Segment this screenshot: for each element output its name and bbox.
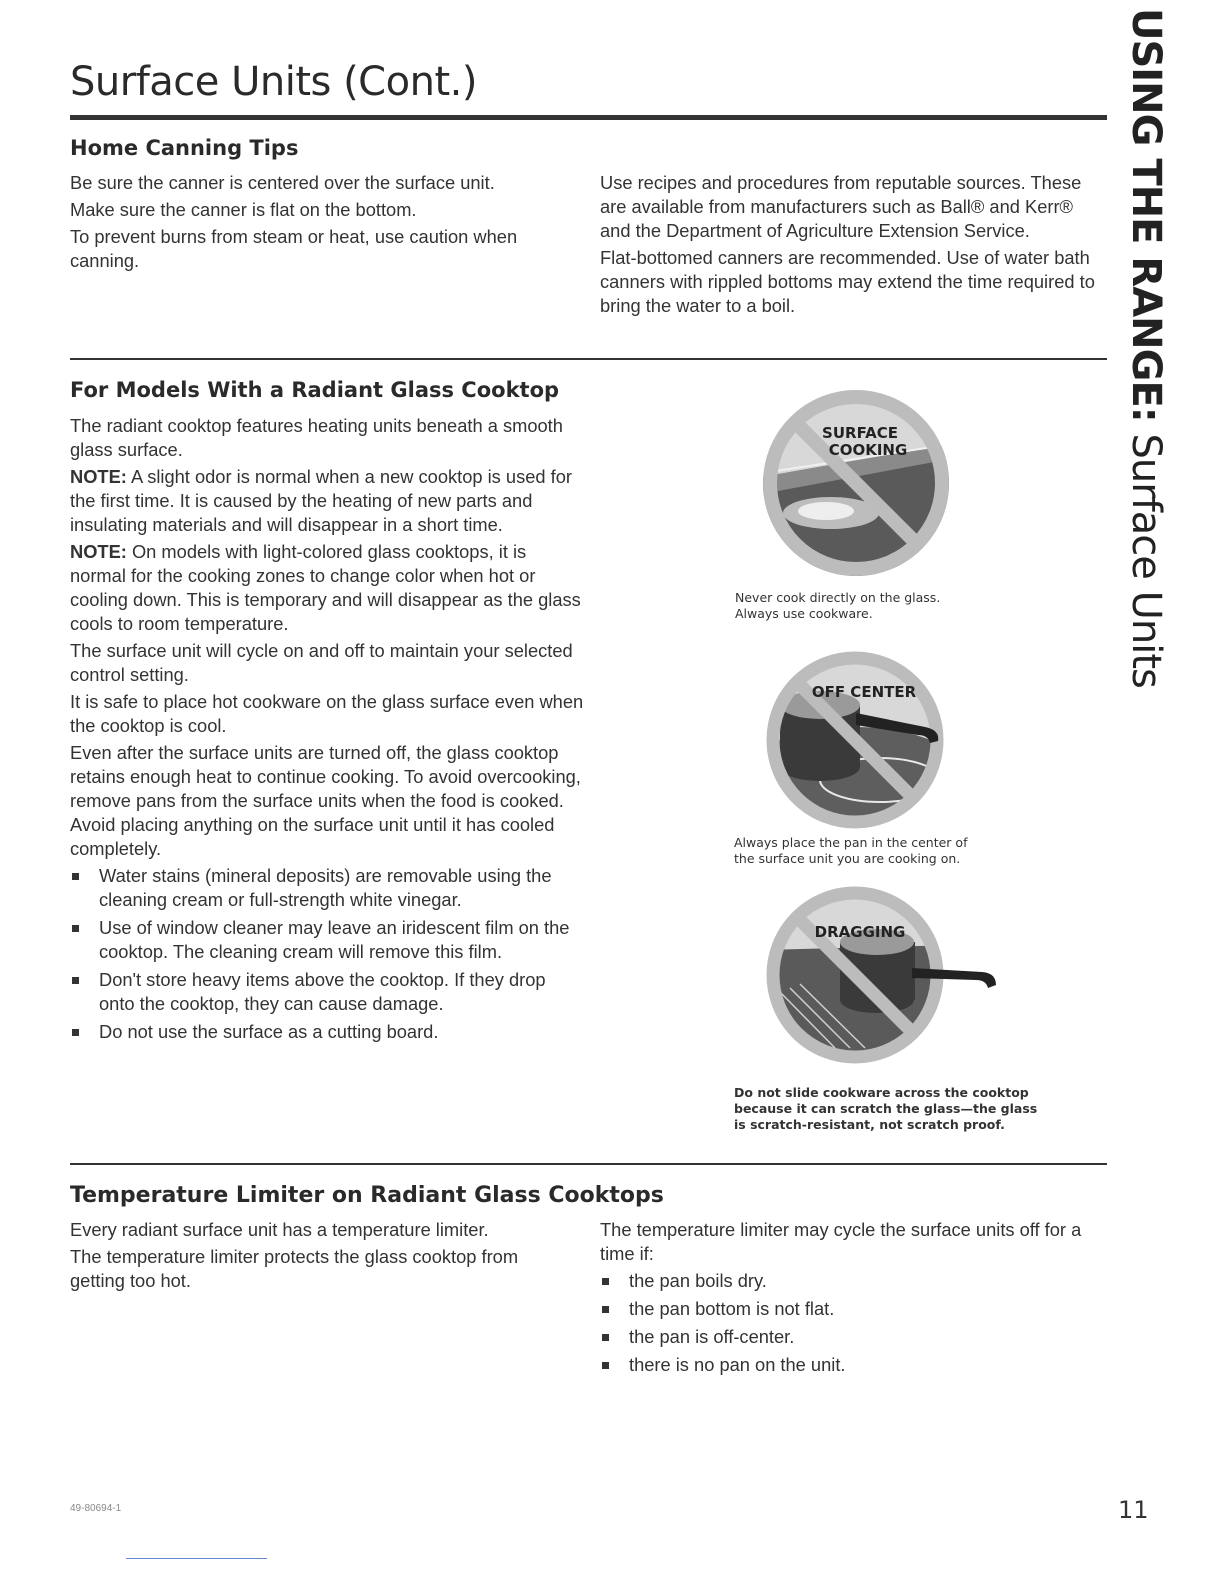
off-center-prohibited-icon (760, 645, 960, 835)
list-item-text: the pan is off-center. (629, 1326, 795, 1347)
caption-line: because it can scratch the glass—the glass (734, 1101, 1038, 1116)
caption-line: is scratch-resistant, not scratch proof. (734, 1117, 1005, 1132)
radiant-note1 (70, 465, 585, 537)
canning-right-p1: Use recipes and procedures from reputable sources. These are available from manufacturers such as Ball® and Kerr® and the Department of Agriculture Extension Service. (600, 172, 1082, 241)
list-item (600, 1269, 1100, 1293)
limiter-right-intro: The temperature limiter may cycle the surface units off for a time if: (600, 1219, 1082, 1264)
canning-left-p2: Make sure the canner is flat on the bottom. (70, 199, 417, 220)
list-item (600, 1325, 1100, 1349)
page-number: 11 (1118, 1496, 1149, 1524)
image-label-text: SURFACE (822, 424, 898, 442)
caption-line: Do not slide cookware across the cooktop (734, 1085, 1029, 1100)
note-label: NOTE: (70, 541, 127, 562)
bullet-square-icon (602, 1278, 609, 1285)
section-divider (70, 1163, 1107, 1165)
radiant-note2 (70, 540, 585, 636)
list-item (70, 968, 585, 1016)
radiant-title: For Models With a Radiant Glass Cooktop (70, 378, 560, 402)
note-label: NOTE: (70, 466, 127, 487)
image-label-text: DRAGGING (814, 923, 906, 941)
canning-right (600, 171, 1100, 321)
list-item-text: Water stains (mineral deposits) are removable using the cleaning cream or full-strength white vinegar. (99, 865, 552, 910)
caption-off-center (734, 835, 1014, 867)
limiter-left-p2: The temperature limiter protects the glass cooktop from getting too hot. (70, 1246, 519, 1291)
radiant-p1: The radiant cooktop features heating units beneath a smooth glass surface. (70, 415, 563, 460)
canning-left-p3: To prevent burns from steam or heat, use caution when canning. (70, 226, 518, 271)
bullet-square-icon (72, 1029, 79, 1036)
limiter-right (600, 1218, 1100, 1381)
caption-line: Always place the pan in the center of (734, 835, 968, 850)
canning-title: Home Canning Tips (70, 136, 299, 160)
caption-surface-cooking (735, 590, 995, 622)
radiant-bullets (70, 864, 585, 1044)
bullet-square-icon (72, 925, 79, 932)
list-item (70, 916, 585, 964)
section-sidebar (1116, 7, 1176, 688)
caption-line: Always use cookware. (735, 606, 873, 621)
page-title: Surface Units (Cont.) (70, 59, 477, 105)
radiant-p2: The surface unit will cycle on and off to maintain your selected control setting. (70, 640, 573, 685)
radiant-body (70, 414, 585, 1048)
radiant-p4: Even after the surface units are turned off, the glass cooktop retains enough heat to continue cooking. To avoid overcooking, remove pans from the surface units when the food is cooked. Avoid placing anything on the surface unit until it has cooled completely. (70, 742, 581, 859)
bullet-square-icon (72, 873, 79, 880)
list-item-text: the pan bottom is not flat. (629, 1298, 835, 1319)
image-label-text: COOKING (828, 441, 908, 459)
section-divider (70, 358, 1107, 360)
list-item-text: the pan boils dry. (629, 1270, 767, 1291)
bullet-square-icon (602, 1306, 609, 1313)
document-code: 49-80694-1 (70, 1503, 122, 1514)
limiter-left-p1: Every radiant surface unit has a temperature limiter. (70, 1219, 489, 1240)
dragging-prohibited-icon (760, 880, 1010, 1070)
bullet-square-icon (602, 1334, 609, 1341)
surface-cooking-prohibited-icon (756, 383, 956, 583)
limiter-title: Temperature Limiter on Radiant Glass Cooktops (70, 1183, 664, 1208)
list-item (600, 1297, 1100, 1321)
caption-line: the surface unit you are cooking on. (734, 851, 961, 866)
list-item-text: there is no pan on the unit. (629, 1354, 846, 1375)
sidebar-heading-light: Surface Units (1123, 421, 1169, 688)
list-item (600, 1353, 1100, 1377)
note-text: On models with light-colored glass cooktops, it is normal for the cooking zones to change color when hot or cooling down. This is temporary and will disappear as the glass cools to room temperature. (70, 541, 581, 634)
canning-left-p1: Be sure the canner is centered over the surface unit. (70, 172, 495, 193)
canning-right-p2: Flat-bottomed canners are recommended. Use of water bath canners with rippled bottoms may extend the time required to bring the water to a boil. (600, 247, 1095, 316)
limiter-bullets (600, 1269, 1100, 1377)
list-item-text: Don't store heavy items above the cooktop. If they drop onto the cooktop, they can cause damage. (99, 969, 546, 1014)
image-label-text: OFF CENTER (811, 683, 917, 701)
radiant-p3: It is safe to place hot cookware on the glass surface even when the cooktop is cool. (70, 691, 584, 736)
note-text: A slight odor is normal when a new cooktop is used for the first time. It is caused by the heating of new parts and insulating materials and will disappear in a short time. (70, 466, 572, 535)
sidebar-heading (1123, 8, 1169, 688)
list-item (70, 864, 585, 912)
limiter-left (70, 1218, 570, 1296)
list-item-text: Do not use the surface as a cutting board. (99, 1021, 439, 1042)
bullet-square-icon (72, 977, 79, 984)
footer-line (126, 1558, 267, 1559)
list-item-text: Use of window cleaner may leave an iridescent film on the cooktop. The cleaning cream will remove this film. (99, 917, 570, 962)
caption-dragging (734, 1085, 1054, 1133)
list-item (70, 1020, 585, 1044)
caption-line: Never cook directly on the glass. (735, 590, 941, 605)
title-rule (70, 115, 1107, 120)
bullet-square-icon (602, 1362, 609, 1369)
sidebar-heading-bold: USING THE RANGE: (1123, 7, 1169, 422)
canning-left (70, 171, 570, 276)
